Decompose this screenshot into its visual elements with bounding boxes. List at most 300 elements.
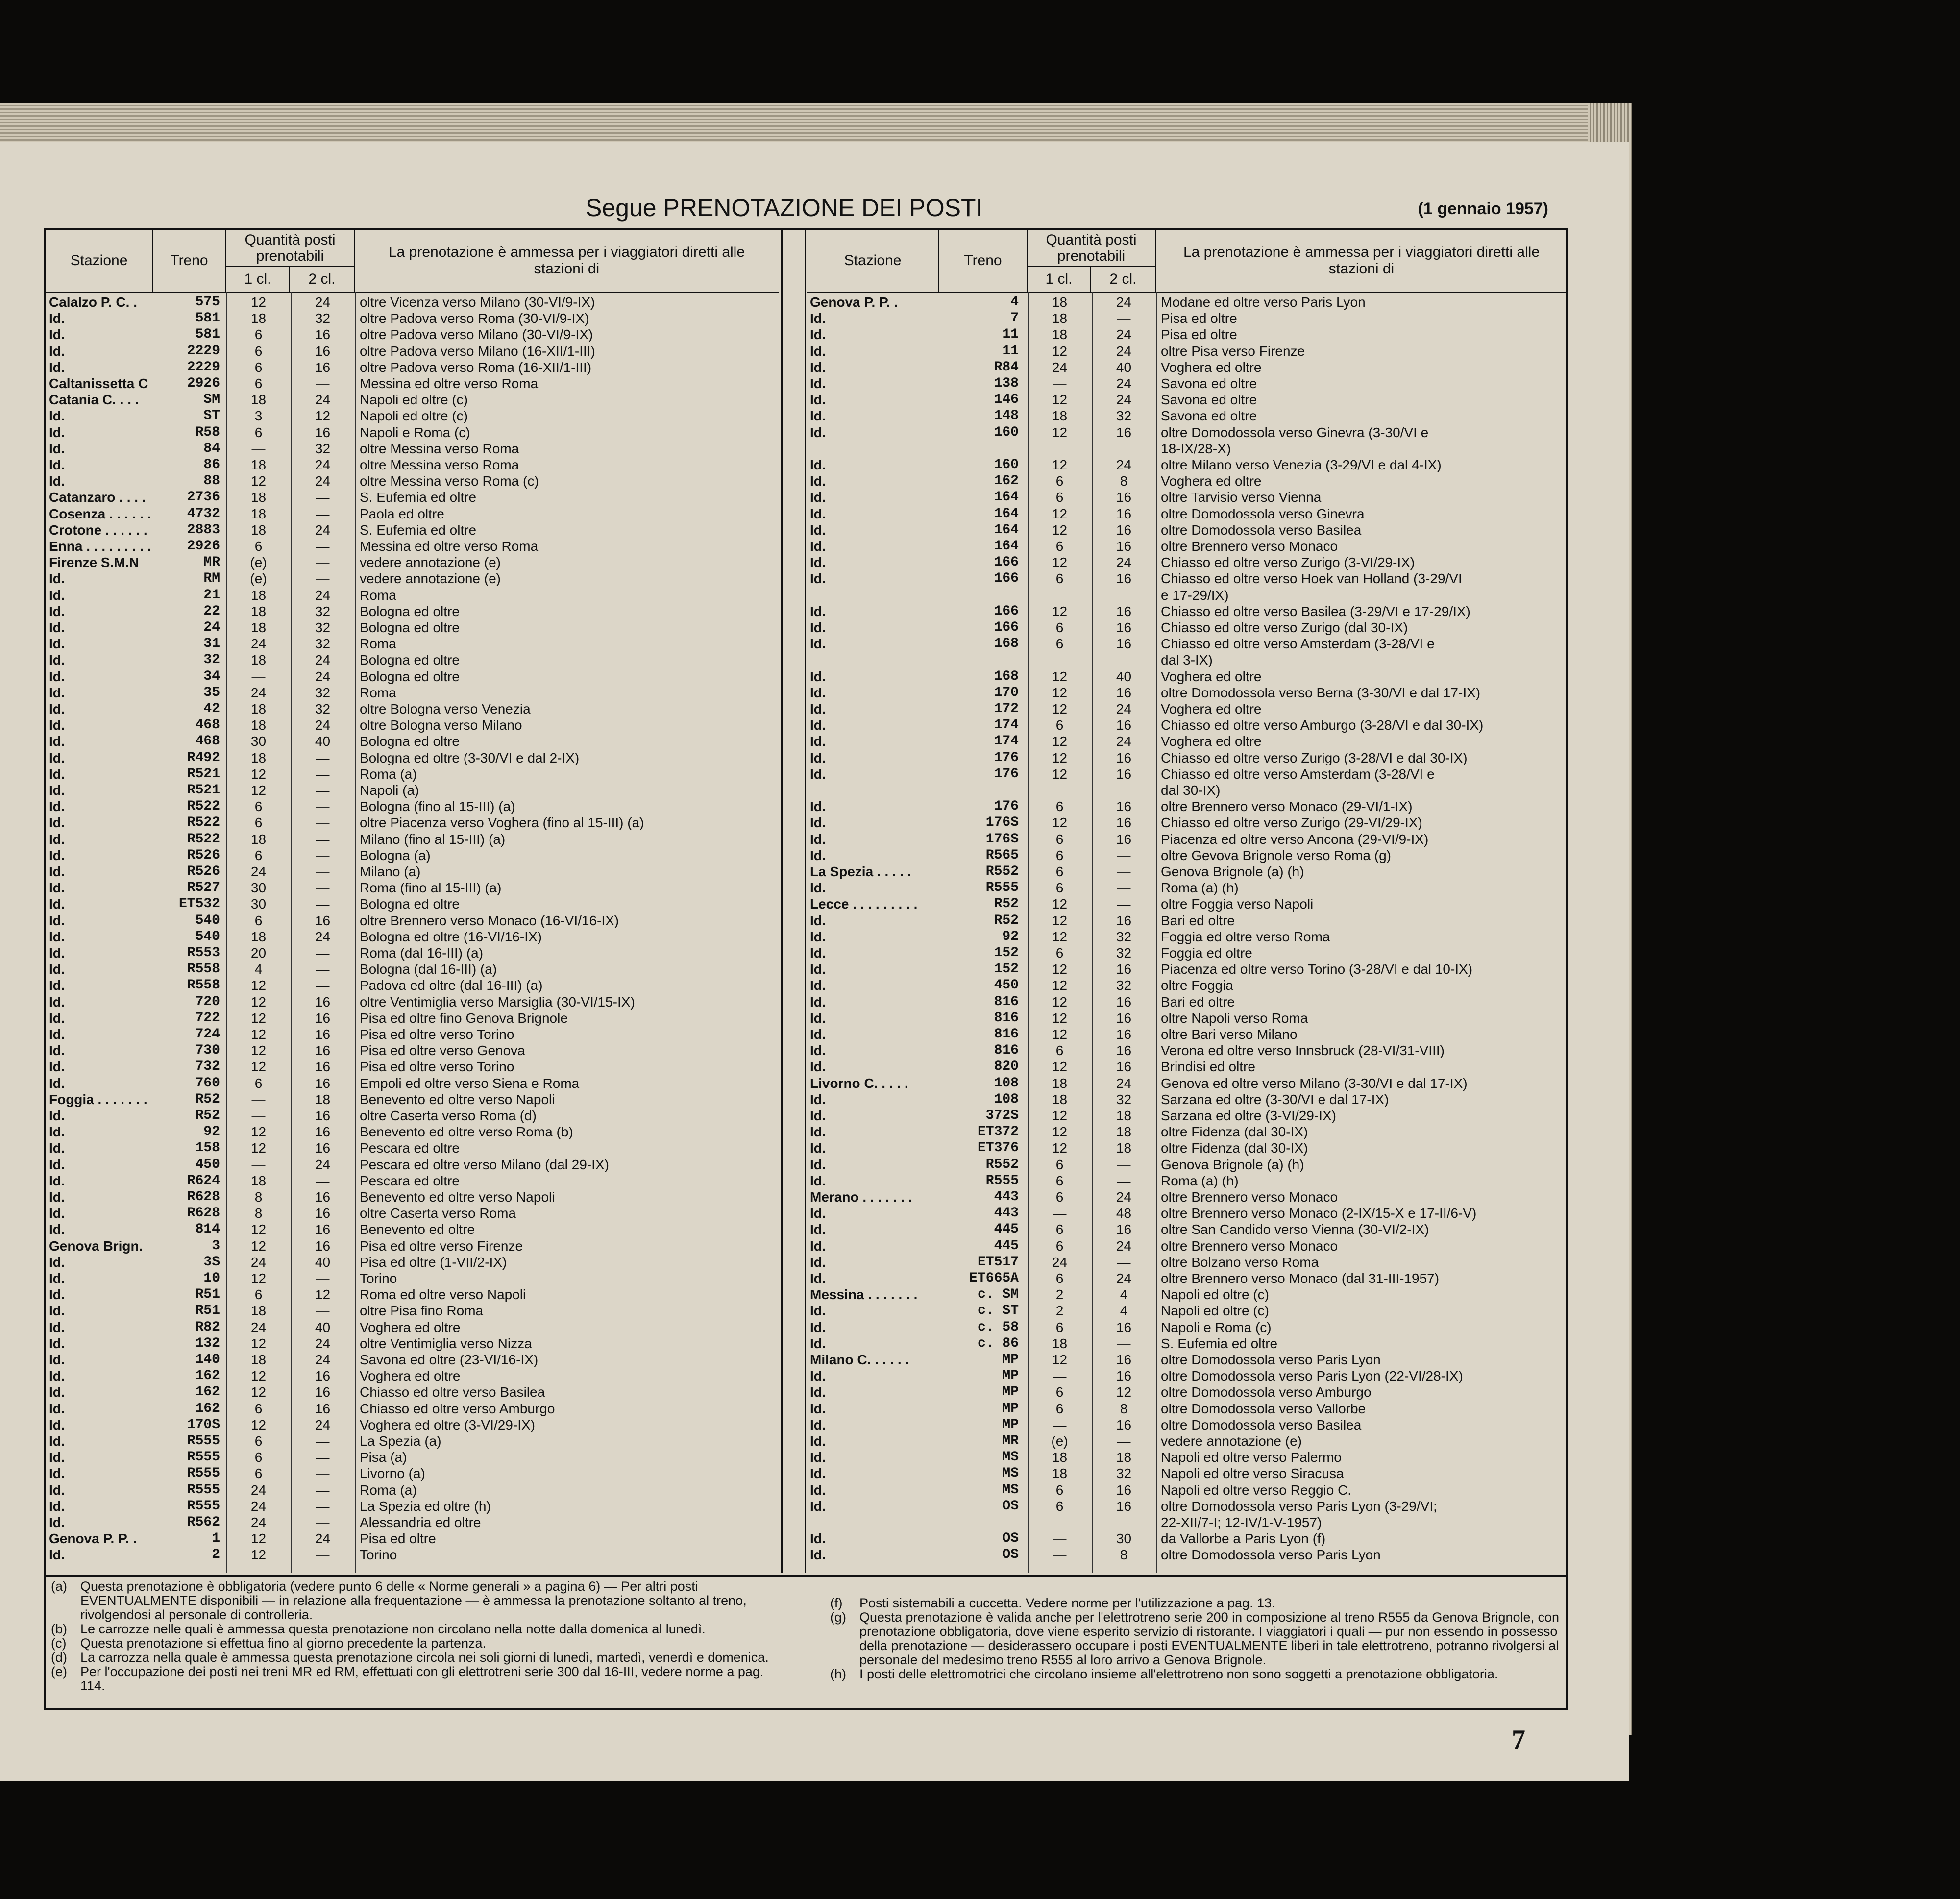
table-row (46, 587, 779, 603)
train-cell: 720 (195, 994, 220, 1010)
first-class-cell: 8 (254, 1189, 263, 1205)
station-cell: Foggia . . . . . . . (49, 1091, 147, 1107)
second-class-cell: 16 (315, 1222, 331, 1237)
station-cell: Id. (49, 766, 65, 782)
table-row (46, 408, 779, 424)
station-cell: Id. (49, 1368, 65, 1384)
train-cell: R562 (187, 1515, 220, 1530)
first-class-cell: — (251, 668, 266, 684)
destination-cell: Genova ed oltre verso Milano (3-30/VI e dal 17-IX) (1161, 1075, 1468, 1091)
station-cell: Id. (49, 587, 65, 603)
destination-cell: Voghera ed oltre (1161, 668, 1262, 684)
second-class-cell: 16 (1116, 913, 1132, 928)
station-cell: Id. (49, 343, 65, 359)
station-cell: Id. (810, 717, 826, 733)
table-row (807, 326, 1567, 343)
second-class-cell: 16 (1116, 424, 1132, 440)
second-class-cell: 24 (315, 717, 331, 733)
second-class-cell: 24 (1116, 1189, 1132, 1205)
train-cell: SM (203, 392, 220, 408)
first-class-cell: 18 (250, 929, 267, 944)
second-class-cell: — (1117, 847, 1131, 863)
table-row (46, 441, 779, 457)
station-cell: Id. (49, 831, 65, 847)
train-cell: 162 (994, 473, 1019, 489)
table-row (807, 603, 1567, 619)
table-row (46, 538, 779, 554)
table-row (46, 375, 779, 392)
destination-cell: vedere annotazione (e) (1161, 1433, 1302, 1449)
second-class-cell: 24 (315, 392, 331, 408)
station-cell: Id. (49, 1450, 65, 1465)
destination-cell: oltre Ventimiglia verso Nizza (360, 1335, 532, 1351)
first-class-cell: 24 (250, 685, 267, 700)
table-row (807, 359, 1567, 375)
header-second-class: 2 cl. (1109, 271, 1137, 287)
destination-cell: oltre Domodossola verso Basilea (1161, 1417, 1362, 1432)
train-cell: 176 (994, 799, 1019, 814)
second-class-cell: 16 (315, 1027, 331, 1042)
first-class-cell: 6 (1055, 717, 1064, 733)
first-class-cell: 12 (1052, 555, 1068, 570)
second-class-cell: 16 (1116, 1417, 1132, 1432)
train-cell: 162 (195, 1401, 220, 1416)
train-cell: 816 (994, 994, 1019, 1010)
second-class-cell: 24 (1116, 392, 1132, 408)
destination-cell: oltre Napoli verso Roma (1161, 1010, 1308, 1026)
train-cell: 2926 (187, 539, 220, 554)
table-row (807, 1221, 1567, 1237)
table-row (807, 1530, 1567, 1547)
station-cell: Id. (49, 408, 65, 424)
station-cell: Id. (810, 1238, 826, 1254)
second-class-cell: — (316, 1303, 330, 1319)
second-class-cell: — (1117, 1173, 1131, 1188)
first-class-cell: 12 (250, 1531, 267, 1547)
station-cell: Id. (49, 783, 65, 798)
footnote-mark: (b) (51, 1622, 67, 1636)
table-row (807, 1254, 1567, 1270)
station-cell: Id. (810, 490, 826, 505)
second-class-cell: 16 (1116, 1319, 1132, 1335)
first-class-cell: 12 (1052, 962, 1068, 977)
table-row (46, 570, 779, 587)
second-class-cell: — (316, 490, 330, 505)
destination-cell: oltre Messina verso Roma (360, 441, 519, 456)
first-class-cell: 6 (254, 1401, 263, 1416)
second-class-cell: — (316, 896, 330, 912)
footnotes-right (830, 1596, 1560, 1681)
second-class-cell: — (1117, 311, 1131, 326)
second-class-cell: — (316, 539, 330, 554)
train-cell: OS (1002, 1498, 1019, 1514)
second-class-cell: 16 (1116, 831, 1132, 847)
destination-cell: Chiasso ed oltre verso Amsterdam (3-28/VI e (1161, 766, 1435, 782)
station-cell: Id. (49, 1303, 65, 1319)
station-cell: Id. (810, 1384, 826, 1400)
second-class-cell: 16 (1116, 815, 1132, 831)
second-class-cell: 40 (1116, 668, 1132, 684)
train-cell: R521 (187, 783, 220, 798)
table-row (46, 1368, 779, 1384)
station-cell: Id. (49, 847, 65, 863)
first-class-cell: 24 (250, 636, 267, 652)
train-cell: MS (1002, 1482, 1019, 1498)
second-class-cell: 32 (1116, 929, 1132, 944)
train-cell: 92 (1002, 929, 1019, 944)
station-cell: Genova P. P. . (810, 295, 898, 310)
train-cell: MS (1002, 1466, 1019, 1481)
second-class-cell: 40 (315, 1319, 331, 1335)
destination-cell: Voghera ed oltre (360, 1319, 461, 1335)
table-row (46, 1319, 779, 1335)
station-cell: Id. (810, 424, 826, 440)
first-class-cell: 18 (250, 457, 267, 472)
table-row (46, 473, 779, 489)
destination-cell: Bologna ed oltre (360, 668, 460, 684)
table-row (807, 1303, 1567, 1319)
destination-cell: Pisa ed oltre verso Firenze (360, 1238, 523, 1254)
train-cell: ET665A (969, 1271, 1019, 1286)
table-row (807, 945, 1567, 961)
table-row (46, 506, 779, 522)
first-class-cell: — (1053, 1417, 1067, 1432)
destination-cell: oltre Domodossola verso Berna (3-30/VI e dal 17-IX) (1161, 685, 1481, 700)
table-row (46, 1270, 779, 1286)
second-class-cell: 32 (315, 685, 331, 700)
first-class-cell: 30 (250, 896, 267, 912)
destination-cell: La Spezia (a) (360, 1433, 441, 1449)
train-cell: 170 (994, 685, 1019, 700)
second-class-cell: 16 (1116, 490, 1132, 505)
first-class-cell: 24 (1052, 1254, 1068, 1270)
footnote-text: Posti sistemabili a cuccetta. Vedere norme per l'utilizzazione a pag. 13. (859, 1596, 1275, 1610)
train-cell: 2229 (187, 359, 220, 375)
first-class-cell: 6 (1055, 1157, 1064, 1172)
destination-cell: Bologna ed oltre (360, 603, 460, 619)
destination-cell: Napoli ed oltre (c) (360, 408, 468, 424)
first-class-cell: 12 (1052, 392, 1068, 408)
second-class-cell: 16 (1116, 636, 1132, 652)
station-cell: Id. (49, 311, 65, 326)
first-class-cell: 18 (1052, 295, 1068, 310)
destination-cell: oltre Tarvisio verso Vienna (1161, 490, 1322, 505)
station-cell: Id. (49, 1075, 65, 1091)
destination-cell: oltre Bologna verso Milano (360, 717, 522, 733)
second-class-cell: 24 (315, 1157, 331, 1172)
station-cell: Id. (49, 945, 65, 961)
train-cell: 140 (195, 1352, 220, 1367)
first-class-cell: 18 (250, 717, 267, 733)
train-cell: 146 (994, 392, 1019, 408)
table-row (807, 1319, 1567, 1335)
station-cell: Id. (49, 424, 65, 440)
station-cell: Id. (49, 734, 65, 749)
station-cell: Id. (49, 864, 65, 879)
station-cell: Id. (49, 685, 65, 700)
first-class-cell: 12 (250, 1059, 267, 1075)
table-row (807, 994, 1567, 1010)
station-cell: Id. (49, 1010, 65, 1026)
first-class-cell: 3 (254, 408, 263, 424)
destination-cell: Bari ed oltre (1161, 913, 1235, 928)
train-cell: 176S (985, 831, 1019, 847)
table-row (46, 961, 779, 977)
table-row (807, 1482, 1567, 1498)
destination-cell: Pescara ed oltre verso Milano (dal 29-IX) (360, 1157, 609, 1172)
destination-cell: Pisa (a) (360, 1450, 407, 1465)
first-class-cell: 6 (254, 343, 263, 359)
station-cell: Id. (810, 1140, 826, 1156)
second-class-cell: — (316, 506, 330, 521)
destination-cell: Napoli e Roma (c) (360, 424, 470, 440)
first-class-cell: (e) (1051, 1433, 1068, 1449)
destination-cell: da Vallorbe a Paris Lyon (f) (1161, 1531, 1326, 1547)
train-cell: 164 (994, 506, 1019, 521)
station-cell: Id. (49, 880, 65, 896)
first-class-cell: 12 (1052, 750, 1068, 765)
first-class-cell: — (1053, 1368, 1067, 1384)
second-class-cell: — (316, 1482, 330, 1498)
second-class-cell: — (316, 945, 330, 961)
destination-cell: Chiasso ed oltre verso Amsterdam (3-28/VI e (1161, 636, 1435, 652)
destination-cell: oltre Messina verso Roma (c) (360, 473, 539, 489)
second-class-cell: 32 (1116, 1466, 1132, 1481)
table-row (807, 1238, 1567, 1254)
first-class-cell: 12 (1052, 424, 1068, 440)
train-cell: 166 (994, 620, 1019, 635)
station-cell: Id. (810, 1091, 826, 1107)
train-cell: 4732 (187, 506, 220, 521)
train-cell: 816 (994, 1027, 1019, 1042)
first-class-cell: 12 (1052, 343, 1068, 359)
destination-cell: Milano (fino al 15-III) (a) (360, 831, 506, 847)
table-row (46, 814, 779, 831)
table-row (46, 1059, 779, 1075)
station-cell: Id. (49, 1043, 65, 1059)
second-class-cell: 16 (315, 1043, 331, 1059)
train-cell: c. ST (977, 1303, 1019, 1319)
second-class-cell: 24 (1116, 1075, 1132, 1091)
second-class-cell: — (316, 847, 330, 863)
first-class-cell: 18 (250, 652, 267, 668)
station-cell: Id. (49, 1140, 65, 1156)
train-cell: R526 (187, 847, 220, 863)
table-row (46, 1465, 779, 1481)
train-cell: OS (1002, 1531, 1019, 1547)
station-cell: Id. (810, 1466, 826, 1481)
train-cell: 176S (985, 815, 1019, 831)
station-cell: Firenze S.M.N (49, 555, 139, 570)
first-class-cell: — (251, 441, 266, 456)
first-class-cell: 30 (250, 734, 267, 749)
destination-cell: oltre Foggia (1161, 978, 1233, 993)
table-row (807, 929, 1567, 945)
table-row (46, 1010, 779, 1026)
first-class-cell: 18 (250, 620, 267, 635)
first-class-cell: 18 (250, 1303, 267, 1319)
second-class-cell: 18 (1116, 1108, 1132, 1123)
destination-cell: Voghera ed oltre (360, 1368, 461, 1384)
station-cell: Id. (810, 1450, 826, 1465)
table-row (46, 880, 779, 896)
destination-cell: Voghera ed oltre (3-VI/29-IX) (360, 1417, 535, 1432)
destination-cell: oltre Brennero verso Monaco (1161, 1238, 1338, 1254)
train-cell: 2736 (187, 490, 220, 505)
destination-cell: dal 30-IX) (1161, 783, 1221, 798)
train-cell: 575 (195, 295, 220, 310)
destination-cell: Voghera ed oltre (1161, 473, 1262, 489)
station-cell: Cosenza . . . . . . (49, 506, 151, 521)
destination-cell: Pisa ed oltre (1161, 327, 1237, 343)
destination-cell: Chiasso ed oltre verso Amburgo (360, 1401, 555, 1416)
train-cell: 158 (195, 1140, 220, 1156)
second-class-cell: 16 (315, 359, 331, 375)
destination-cell: Messina ed oltre verso Roma (360, 539, 539, 554)
footnote (51, 1579, 786, 1622)
destination-cell: Chiasso ed oltre verso Zurigo (29-VI/29-IX) (1161, 815, 1422, 831)
train-cell: 4 (1010, 295, 1019, 310)
train-cell: R555 (187, 1450, 220, 1465)
second-class-cell: 16 (1116, 685, 1132, 700)
train-cell: R522 (187, 815, 220, 831)
station-cell: Genova P. P. . (49, 1531, 137, 1547)
header-quantity-label: Quantità posti prenotabili (1028, 230, 1155, 267)
first-class-cell: 12 (250, 1368, 267, 1384)
destination-cell: Napoli ed oltre (c) (360, 392, 468, 408)
first-class-cell: 6 (1055, 880, 1064, 896)
table-row (46, 766, 779, 782)
second-class-cell: 16 (1116, 1222, 1132, 1237)
destination-cell: Roma (dal 16-III) (a) (360, 945, 484, 961)
second-class-cell: 24 (315, 1352, 331, 1367)
station-cell: Id. (49, 327, 65, 343)
footnote-mark: (c) (51, 1636, 67, 1651)
destination-cell: Savona ed oltre (1161, 408, 1257, 424)
header-station: Stazione (807, 230, 939, 292)
station-cell: Id. (49, 603, 65, 619)
table-row (807, 375, 1567, 392)
train-cell: 31 (203, 636, 220, 652)
destination-cell: Roma (360, 685, 396, 700)
second-class-cell: 16 (1116, 1352, 1132, 1367)
second-class-cell: 30 (1116, 1531, 1132, 1547)
station-cell: Id. (810, 457, 826, 472)
train-cell: 540 (195, 913, 220, 928)
destination-cell: Benevento ed oltre verso Roma (b) (360, 1124, 573, 1140)
footnote (51, 1622, 786, 1636)
second-class-cell: — (316, 783, 330, 798)
second-class-cell: 18 (1116, 1450, 1132, 1465)
second-class-cell: — (316, 1271, 330, 1286)
table-row (807, 1059, 1567, 1075)
table-row (46, 1026, 779, 1042)
second-class-cell: 16 (315, 1059, 331, 1075)
train-cell: 152 (994, 945, 1019, 961)
destination-cell: 22-XII/7-I; 12-IV/1-V-1957) (1161, 1515, 1322, 1530)
train-cell: 84 (203, 441, 220, 456)
destination-cell: oltre Brennero verso Monaco (1161, 539, 1338, 554)
table-row (46, 1124, 779, 1140)
destination-cell: Pisa ed oltre (1-VII/2-IX) (360, 1254, 507, 1270)
table-row (807, 1498, 1567, 1514)
table-row (46, 554, 779, 570)
station-cell: Id. (810, 522, 826, 538)
station-cell: Id. (49, 636, 65, 652)
second-class-cell: 12 (1116, 1384, 1132, 1400)
station-cell: Id. (49, 994, 65, 1010)
table-row (46, 1335, 779, 1352)
first-class-cell: — (251, 1108, 266, 1123)
train-cell: 170S (187, 1417, 220, 1432)
first-class-cell: 12 (1052, 1108, 1068, 1123)
table-row (807, 1075, 1567, 1091)
footnote-text: Questa prenotazione è valida anche per l'elettrotreno serie 200 in composizione al treno R555 da Genova Brignole, con prenotazione obbligatoria, dove viene esperito servizio di ristorante. I viaggiatori i quali — pur non essendo in possesso della prenotazione — desiderassero occupare i posti EVENTUALMENTE liberi in tale elettrotreno, potranno rivolgersi al personale del medesimo treno R555 al loro arrivo a Genova Brignole. (859, 1610, 1560, 1667)
footnote-text: Per l'occupazione dei posti nei treni MR ed RM, effettuati con gli elettrotreni serie 300 dal 16-III, vedere norme a pag. 114. (80, 1664, 764, 1693)
second-class-cell: 24 (315, 295, 331, 310)
destination-cell: Roma (fino al 15-III) (a) (360, 880, 502, 896)
second-class-cell: 24 (315, 929, 331, 944)
station-cell: Id. (810, 978, 826, 993)
destination-cell: oltre Brennero verso Monaco (dal 31-III-1957) (1161, 1271, 1440, 1286)
first-class-cell: 12 (1052, 685, 1068, 700)
first-class-cell: 18 (250, 587, 267, 603)
train-cell: R526 (187, 864, 220, 879)
station-cell: Id. (810, 1303, 826, 1319)
footnote-text: Questa prenotazione è obbligatoria (vedere punto 6 delle « Norme generali » a pagina 6) — Per altri posti EVENTUALMENTE disponibili — in relazione alla frequentazione — è ammessa la prenotazione soltanto al treno, rivolgendosi al personale di controlleria. (80, 1579, 747, 1622)
table-row (807, 294, 1567, 310)
table-row (46, 863, 779, 880)
second-class-cell: 24 (1116, 555, 1132, 570)
table-row (807, 1189, 1567, 1205)
train-cell: MR (203, 555, 220, 570)
first-class-cell: 12 (1052, 815, 1068, 831)
second-class-cell: 16 (1116, 799, 1132, 814)
second-class-cell: 16 (315, 1140, 331, 1156)
first-class-cell: 12 (250, 1043, 267, 1059)
train-cell: 450 (994, 978, 1019, 993)
first-class-cell: 24 (250, 1482, 267, 1498)
page-header (0, 194, 1548, 228)
destination-cell: Bologna (fino al 15-III) (a) (360, 799, 515, 814)
train-cell: ET532 (178, 896, 220, 912)
station-cell: Id. (810, 1547, 826, 1563)
first-class-cell: 6 (254, 1466, 263, 1481)
destination-cell: Pisa ed oltre verso Genova (360, 1043, 525, 1059)
first-class-cell: 6 (1055, 1498, 1064, 1514)
destination-cell: oltre Caserta verso Roma (d) (360, 1108, 537, 1123)
second-class-cell: 24 (315, 652, 331, 668)
destination-cell: Brindisi ed oltre (1161, 1059, 1255, 1075)
destination-cell: oltre Ventimiglia verso Marsiglia (30-VI/15-IX) (360, 994, 635, 1010)
destination-cell: Roma (360, 587, 396, 603)
second-class-cell: 16 (315, 1124, 331, 1140)
first-class-cell: 6 (1055, 1401, 1064, 1416)
station-cell: Id. (49, 1157, 65, 1172)
table-row (46, 392, 779, 408)
station-cell: Id. (49, 701, 65, 716)
table-row (46, 1221, 779, 1237)
destination-cell: oltre Domodossola verso Basilea (1161, 522, 1362, 538)
train-cell: c. 58 (977, 1319, 1019, 1335)
station-cell: Id. (49, 815, 65, 831)
table-row (46, 343, 779, 359)
first-class-cell: 12 (1052, 994, 1068, 1010)
station-cell: Id. (49, 668, 65, 684)
footnote-mark: (h) (830, 1667, 846, 1681)
second-class-cell: — (316, 1433, 330, 1449)
table-row (46, 945, 779, 961)
